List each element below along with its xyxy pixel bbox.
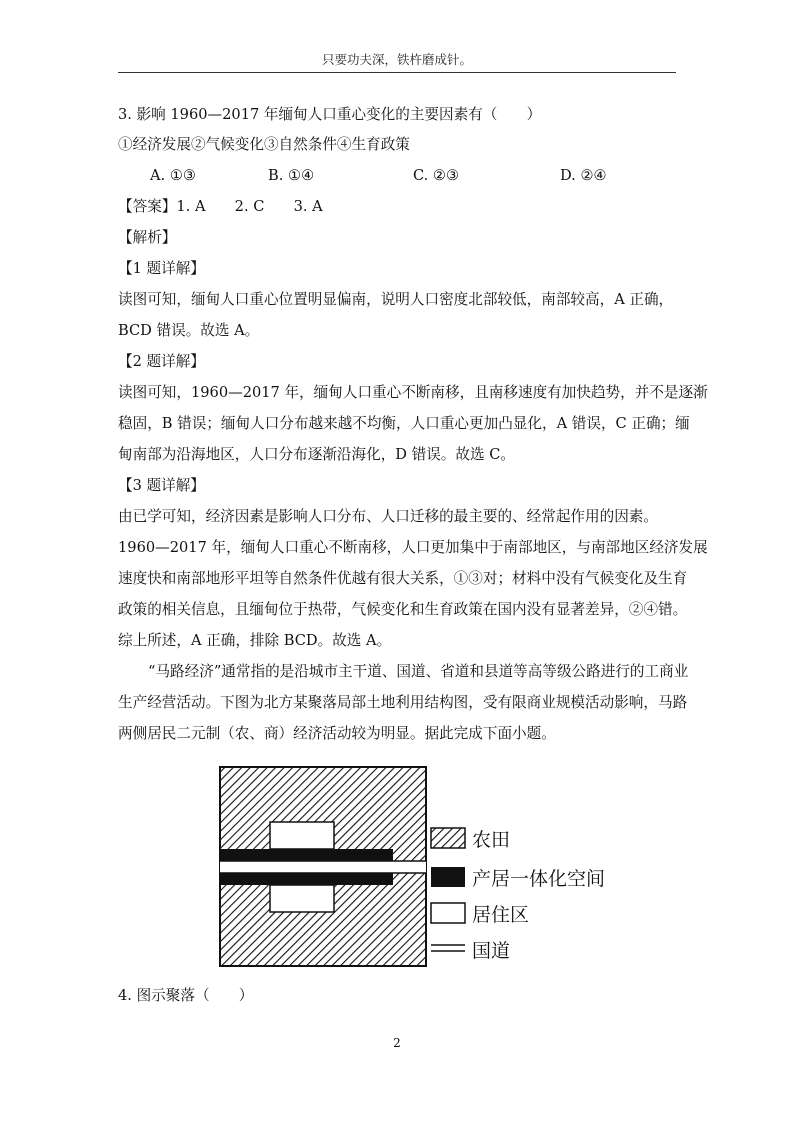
q4-stem: 4. 图示聚落（ ）: [118, 987, 254, 1004]
page-number: 2: [393, 1036, 401, 1050]
q3-option-b: B. ①④: [268, 167, 315, 184]
passage-line: “马路经济”通常指的是沿城市主干道、国道、省道和县道等高等级公路进行的工商业: [148, 663, 689, 680]
detail2-line: 甸南部为沿海地区，人口分布逐渐沿海化，D 错误。故选 C。: [118, 446, 515, 463]
detail3-line: 1960—2017 年，缅甸人口重心不断南移，人口更加集中于南部地区，与南部地区经济发展: [118, 539, 708, 556]
detail2-line: 稳固，B 错误；缅甸人口分布越来越不均衡，人口重心更加凸显化，A 错误，C 正确；缅: [118, 415, 690, 432]
national-road: [220, 861, 426, 873]
detail1-heading: 【1 题详解】: [118, 260, 205, 277]
land-use-structure-figure: [218, 765, 618, 970]
passage-line: 生产经营活动。下图为北方某聚落局部土地利用结构图，受有限商业规模活动影响，马路: [118, 694, 688, 711]
q3-option-d: D. ②④: [560, 167, 607, 184]
q3-option-c: C. ②③: [413, 167, 460, 184]
residential-area-north: [270, 822, 334, 849]
detail3-line: 由已学可知，经济因素是影响人口分布、人口迁移的最主要的、经常起作用的因素。: [118, 508, 658, 525]
legend-residential-swatch: [431, 903, 465, 923]
legend-road-label: 国道: [472, 940, 511, 962]
q3-factors: ①经济发展②气候变化③自然条件④生育政策: [118, 136, 410, 153]
passage-line: 两侧居民二元制（农、商）经济活动较为明显。据此完成下面小题。: [118, 725, 556, 742]
q3-stem: 3. 影响 1960—2017 年缅甸人口重心变化的主要因素有（ ）: [118, 106, 542, 123]
detail2-line: 读图可知，1960—2017 年，缅甸人口重心不断南移，且南移速度有加快趋势，并不是逐渐: [118, 384, 708, 401]
integrated-space-south: [220, 873, 393, 885]
integrated-space-north: [220, 849, 393, 861]
detail3-heading: 【3 题详解】: [118, 477, 205, 494]
q3-option-a: A. ①③: [150, 167, 196, 184]
answer-label: 【答案】: [118, 198, 177, 215]
legend-integrated-swatch: [431, 867, 465, 887]
detail1-line: 读图可知，缅甸人口重心位置明显偏南，说明人口密度北部较低，南部较高，A 正确，: [118, 291, 674, 308]
detail2-heading: 【2 题详解】: [118, 353, 205, 370]
legend-farmland-label: 农田: [472, 829, 511, 851]
analysis-label: 【解析】: [118, 229, 177, 246]
detail1-line: BCD 错误。故选 A。: [118, 322, 260, 339]
detail3-line: 政策的相关信息，且缅甸位于热带，气候变化和生育政策在国内没有显著差异，②④错。: [118, 601, 688, 618]
answer-line: [118, 197, 323, 217]
detail3-line: 速度快和南部地形平坦等自然条件优越有很大关系，①③对；材料中没有气候变化及生育: [118, 570, 688, 587]
residential-area-south: [270, 885, 334, 912]
header-divider: [118, 72, 676, 73]
page-header-motto: 只要功夫深，铁杵磨成针。: [321, 52, 472, 67]
legend-residential-label: 居住区: [472, 904, 530, 926]
figure-legend: [431, 828, 605, 962]
answer-text: 1. A 2. C 3. A: [176, 198, 323, 215]
detail3-line: 综上所述，A 正确，排除 BCD。故选 A。: [118, 632, 392, 649]
legend-integrated-label: 产居一体化空间: [472, 868, 606, 890]
legend-farmland-swatch: [431, 828, 465, 848]
